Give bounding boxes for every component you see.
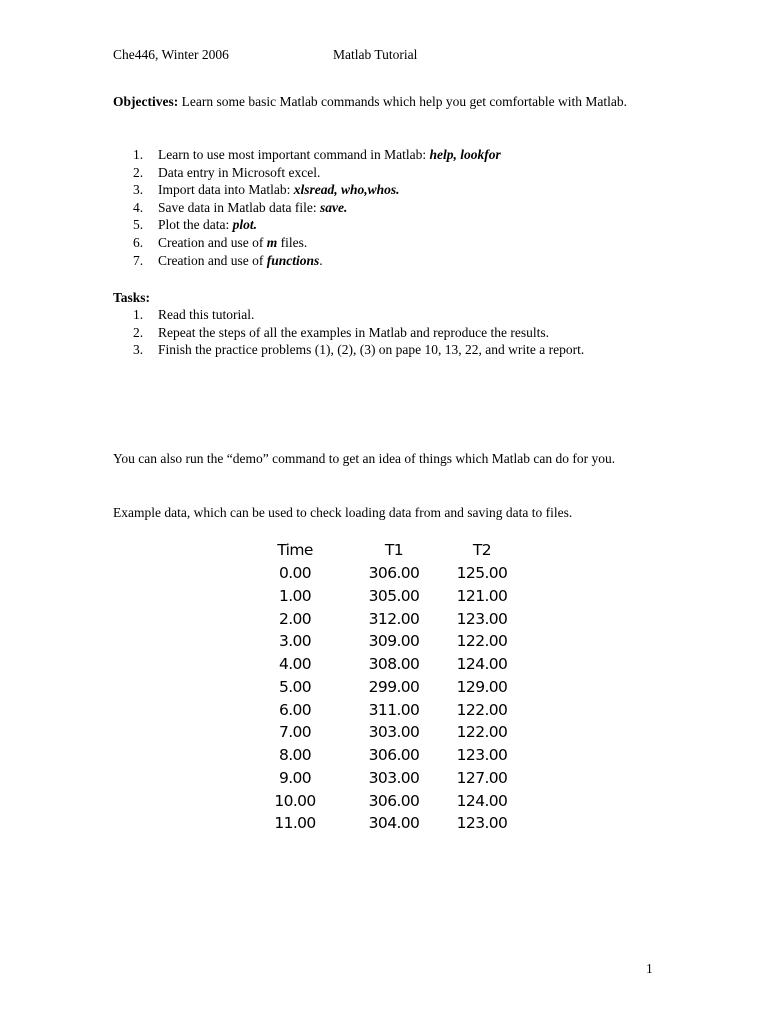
- table-cell: 9.00: [278, 768, 312, 787]
- list-item: [113, 164, 501, 182]
- table-cell: 7.00: [278, 723, 312, 742]
- tasks-heading: Tasks:: [113, 290, 151, 305]
- list-item-tail: .: [319, 252, 323, 268]
- tasks-list: [113, 306, 584, 359]
- column-header-t2: T2: [472, 540, 492, 559]
- table-cell: 311.00: [368, 700, 420, 719]
- table-row: [258, 608, 508, 631]
- table-cell: 304.00: [368, 814, 420, 833]
- command-keyword: m: [266, 234, 278, 250]
- list-item-text: Read this tutorial.: [158, 307, 255, 322]
- table-row: [258, 812, 508, 835]
- list-item: [113, 199, 501, 217]
- list-item-text: Repeat the steps of all the examples in Matlab and reproduce the results.: [158, 324, 549, 340]
- list-item-text: Creation and use of: [158, 234, 267, 250]
- command-keyword: save.: [319, 199, 348, 215]
- command-keyword: functions: [266, 252, 320, 268]
- table-cell: 309.00: [368, 632, 420, 651]
- table-row: [258, 744, 508, 767]
- header-title: Matlab Tutorial: [333, 47, 418, 62]
- table-cell: 123.00: [456, 609, 508, 628]
- table-cell: 125.00: [456, 564, 508, 582]
- list-item: [113, 341, 584, 359]
- list-item: [113, 324, 584, 342]
- table-cell: 306.00: [368, 564, 420, 582]
- list-item: [113, 306, 584, 324]
- table-cell: 8.00: [278, 746, 312, 764]
- table-cell: 123.00: [456, 814, 508, 833]
- table-cell: 11.00: [274, 814, 316, 833]
- table-row: [258, 676, 508, 699]
- table-cell: 2.00: [278, 609, 312, 628]
- list-item: [113, 181, 501, 199]
- table-cell: 312.00: [368, 609, 420, 628]
- list-item-text: Save data in Matlab data file:: [158, 199, 320, 215]
- table-cell: 10.00: [274, 791, 316, 810]
- list-item-text: Import data into Matlab:: [158, 182, 294, 198]
- list-item-text: Creation and use of: [158, 252, 267, 268]
- list-item: [113, 216, 501, 234]
- list-item-number: 1.: [133, 307, 144, 322]
- table-row: [258, 790, 508, 813]
- list-item-number: 2.: [133, 164, 144, 180]
- table-cell: 1.00: [278, 586, 312, 605]
- table-cell: 121.00: [456, 586, 508, 605]
- table-cell: 4.00: [278, 655, 312, 673]
- column-header-time: Time: [277, 540, 313, 559]
- list-item-text: Plot the data:: [158, 217, 233, 233]
- list-item-text: Learn to use most important command in Matlab:: [158, 147, 430, 162]
- table-cell: 306.00: [368, 746, 420, 764]
- list-item-number: 3.: [133, 342, 144, 358]
- column-header-t1: T1: [384, 540, 404, 559]
- table-cell: 305.00: [368, 586, 420, 605]
- example-data-note: Example data, which can be used to check loading data from and saving data to files.: [113, 505, 573, 520]
- table-row: [258, 699, 508, 722]
- list-item-number: 4.: [133, 199, 144, 215]
- table-row: [258, 585, 508, 608]
- table-row: [258, 721, 508, 744]
- header-course: Che446, Winter 2006: [113, 47, 229, 62]
- table-header-row: [258, 538, 508, 562]
- list-item-text: Finish the practice problems (1), (2), (3) on pape 10, 13, 22, and write a report.: [158, 342, 585, 358]
- list-item-number: 7.: [133, 252, 144, 268]
- list-item-text: Data entry in Microsoft excel.: [158, 164, 321, 180]
- table-cell: 129.00: [456, 677, 508, 696]
- list-item: [113, 146, 501, 164]
- list-item: [113, 234, 501, 252]
- list-item-number: 3.: [133, 182, 144, 198]
- list-item-tail: files.: [277, 234, 308, 250]
- table-row: [258, 653, 508, 676]
- table-cell: 123.00: [456, 746, 508, 764]
- table-cell: 122.00: [456, 723, 508, 742]
- table-cell: 122.00: [456, 632, 508, 651]
- example-data-table: [258, 538, 508, 835]
- list-item-number: 6.: [133, 234, 144, 250]
- objectives-label: Objectives:: [113, 94, 179, 109]
- objectives-list: [113, 146, 501, 269]
- table-cell: 299.00: [368, 677, 420, 696]
- table-cell: 6.00: [278, 700, 312, 719]
- table-row: [258, 562, 508, 585]
- table-body: [258, 562, 508, 835]
- table-cell: 306.00: [368, 791, 420, 810]
- table-row: [258, 767, 508, 790]
- table-cell: 303.00: [368, 768, 420, 787]
- objectives-text: Learn some basic Matlab commands which help you get comfortable with Matlab.: [178, 94, 627, 109]
- table-cell: 308.00: [368, 655, 420, 673]
- command-keyword: help, lookfor: [429, 147, 501, 162]
- table-cell: 0.00: [278, 564, 312, 582]
- table-cell: 122.00: [456, 700, 508, 719]
- demo-note: You can also run the “demo” command to get an idea of things which Matlab can do for you.: [113, 451, 616, 466]
- table-cell: 127.00: [456, 768, 508, 787]
- table-cell: 124.00: [456, 655, 508, 673]
- page-number: 1: [646, 961, 653, 976]
- list-item-number: 5.: [133, 217, 144, 233]
- command-keyword: xlsread, who,whos.: [293, 182, 400, 198]
- command-keyword: plot.: [232, 217, 258, 233]
- table-cell: 5.00: [278, 677, 312, 696]
- objectives-paragraph: [113, 93, 673, 111]
- list-item-number: 1.: [133, 147, 144, 162]
- table-row: [258, 630, 508, 653]
- list-item-number: 2.: [133, 324, 144, 340]
- table-cell: 3.00: [278, 632, 312, 651]
- table-cell: 124.00: [456, 791, 508, 810]
- list-item: [113, 252, 501, 270]
- table-cell: 303.00: [368, 723, 420, 742]
